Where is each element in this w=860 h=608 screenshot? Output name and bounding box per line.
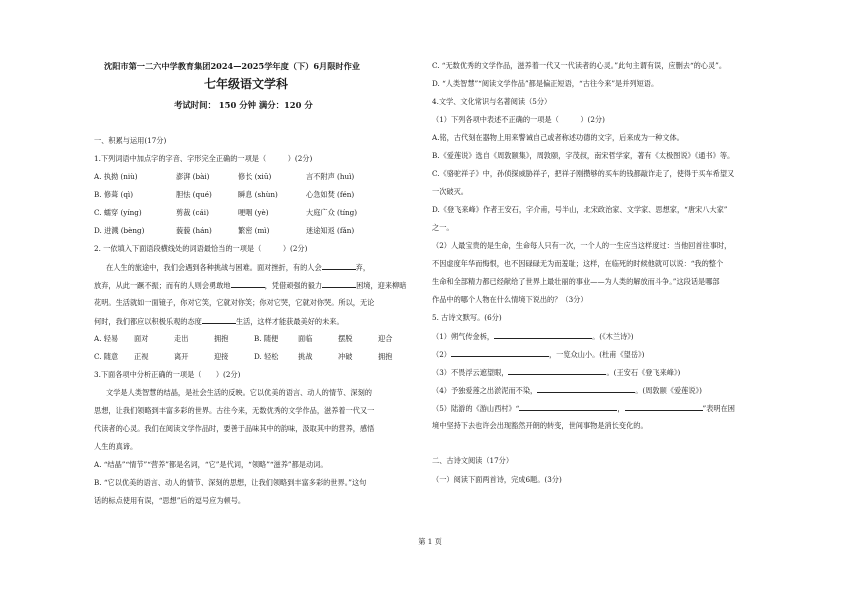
- q2-blank-2[interactable]: [231, 280, 265, 288]
- q3-passage-line: 思想，让我们领略到丰富多彩的世界。古往今来，无数优秀的文学作品，滋养着一代又一: [94, 406, 375, 415]
- q4-part-2-line: 作品中的哪个人物在什么情境下说出的？（3分）: [432, 295, 588, 304]
- q4-option-b: B.《爱莲说》选自《周敦颐集》，周敦颐，字茂叔，南宋哲学家，著有《太极图说》《通书》等。: [432, 151, 735, 160]
- q1-option-b: B. 修葺 (qì) 胆怯 (qué) 瞬息 (shùn) 心急如焚 (fén): [94, 190, 355, 199]
- q5-fill-1: （1）朔气传金柝， 。(《木兰诗》): [432, 332, 634, 341]
- q2-passage-line: 放弃，从此一蹶不振；而有的人则会勇敢地 ，凭借顽强的毅力 困境，迎来柳暗: [94, 281, 407, 290]
- q3-option-c: C. “无数优秀的文学作品，滋养着一代又一代读者的心灵。”此句主谓有误，应删去“的心灵”。: [432, 61, 727, 70]
- q4-option-d: D.《登飞来峰》作者王安石，字介甫，号半山，北宋政治家、文学家、思想家，“唐宋八大家”: [432, 205, 728, 214]
- question-2: 2. 一依填入下面语段横线处的词语最恰当的一项是（ ）(2分): [94, 244, 308, 253]
- q1-option-d: D. 迸溅 (bèng) 藐藐 (hán) 繁密 (mì) 迷途知返 (fǎn): [94, 226, 355, 235]
- q5-blank-4[interactable]: [537, 385, 635, 393]
- q3-passage-line: 人生的真谛。: [94, 442, 138, 451]
- q5-fill-4: （4）予独爱莲之出淤泥而不染， 。(周敦颐《爱莲说》): [432, 386, 702, 395]
- q4-option-d-cont: 之一。: [432, 223, 454, 232]
- q1-option-a: A. 执拗 (niù) 澎湃 (bài) 修长 (xiū) 言不附声 (huì): [94, 172, 355, 181]
- q2-passage-line: 何时，我们都应以积极乐观的态度 生活，这样才能获最美好的未来。: [94, 317, 344, 326]
- q4-part-2: （2）人最宝贵的是生命，生命每人只有一次，一个人的一生应当这样度过：当他回首往事时，: [432, 241, 732, 250]
- exam-title: 沈阳市第一二六中学教育集团2024—2025学年度（下）6月限时作业: [104, 61, 360, 71]
- q4-option-c: C.《骆驼祥子》中，孙侦探威胁祥子，把祥子刚攒够的买车的钱都敲诈走了，使得于买车希望又: [432, 169, 735, 178]
- question-5: 5. 古诗文默写。(6分): [432, 313, 502, 322]
- q5-blank-2[interactable]: [451, 349, 549, 357]
- q3-passage-line: 代读者的心灵。我们在阅读文学作品时，要善于品味其中的韵味，汲取其中的营养，感悟: [94, 424, 375, 433]
- q5-fill-5-cont: 境中坚持下去也许会出现豁然开朗的转变，世间事物是消长变化的。: [432, 421, 648, 430]
- q5-blank-1[interactable]: [494, 331, 592, 339]
- q2-passage-line: 花明。生活就如一面镜子，你对它笑，它就对你笑；你对它哭，它就对你哭。所以，无论: [94, 298, 375, 307]
- q2-options-ab: A. 轻易 面对 走出 拥抱 B. 随便 面临 摆脱 迎合: [94, 334, 393, 343]
- q3-passage-line: 文学是人类智慧的结晶，是社会生活的反映。它以优美的语言、动人的情节、深刻的: [106, 388, 372, 397]
- q4-part-1: （1）下列各项中表述不正确的一项是（ ）(2分): [432, 115, 605, 124]
- question-4: 4.文学、文化常识与名著阅读（5分）: [432, 97, 552, 106]
- subject-title: 七年级语文学科: [204, 77, 289, 91]
- q3-option-b: B. “它以优美的语言、动人的情节、深刻的思想，让我们领略到丰富多彩的世界。”这句: [94, 478, 367, 487]
- q1-option-c: C. 蠕穿 (yíng) 剪裁 (cái) 哽咽 (yè) 大庭广众 (tíng): [94, 208, 358, 217]
- page-number: 第 1 页: [418, 537, 442, 546]
- q5-blank-5a[interactable]: [519, 403, 617, 411]
- q2-passage-line: 在人生的旅途中，我们会遇到各种挑战与困难。面对挫折，有的人会 弃，: [106, 263, 371, 272]
- q5-fill-3: （3）不畏浮云遮望眼， 。(王安石《登飞来峰》): [432, 368, 681, 377]
- q3-option-a: A. “结晶”“情节”“营养”都是名词，“它”是代词，“领略”“滋养”都是动词。: [94, 460, 328, 469]
- section-2-sub-1: （一）阅读下面两首诗，完成6题。(3分): [432, 475, 562, 484]
- q2-options-cd: C. 随意 正视 离开 迎接 D. 轻松 挑战 冲破 拥抱: [94, 352, 393, 361]
- q4-part-2-line: 不因虚度年华而悔恨，也不因碌碌无为而羞耻；这样，在临死的时候他就可以说：“我的整个: [432, 259, 724, 268]
- exam-info: 考试时间： 150 分钟 满分：120 分: [174, 100, 313, 110]
- question-3: 3.下面各项中分析正确的一项是（ ）(2分): [94, 370, 241, 379]
- q2-blank-1[interactable]: [322, 262, 356, 270]
- q4-option-a: A.铭，古代刻在器物上用来警诫自己或者称述功德的文字，后来成为一种文体。: [432, 133, 684, 142]
- section-1-heading: 一、积累与运用(17分): [94, 136, 167, 145]
- question-1: 1.下列词语中加点字的字音、字形完全正确的一项是（ ）(2分): [94, 154, 313, 163]
- q4-part-2-line: 生命和全部精力都已经献给了世界上最壮丽的事业——为人类的解放而斗争。”这段话是哪部: [432, 277, 720, 286]
- q2-blank-4[interactable]: [202, 316, 236, 324]
- q5-fill-2: （2） ，一览众山小。(杜甫《望岳》): [432, 350, 645, 359]
- q5-fill-5: （5）陆游的《游山西村》“ ， ”表明在困: [432, 404, 735, 413]
- q5-blank-3[interactable]: [508, 367, 606, 375]
- q3-option-d: D. “人类智慧”“阅读文学作品”都是偏正短语，“古往今来”是并列短语。: [432, 79, 659, 88]
- q4-option-c-cont: 一次破灭。: [432, 187, 468, 196]
- q3-option-b-cont: 话的标点使用有误，“思想”后的逗号应为顿号。: [94, 496, 246, 505]
- section-2-heading: 二、古诗文阅读（17分）: [432, 456, 514, 465]
- q5-blank-5b[interactable]: [625, 403, 703, 411]
- q2-blank-3[interactable]: [322, 280, 356, 288]
